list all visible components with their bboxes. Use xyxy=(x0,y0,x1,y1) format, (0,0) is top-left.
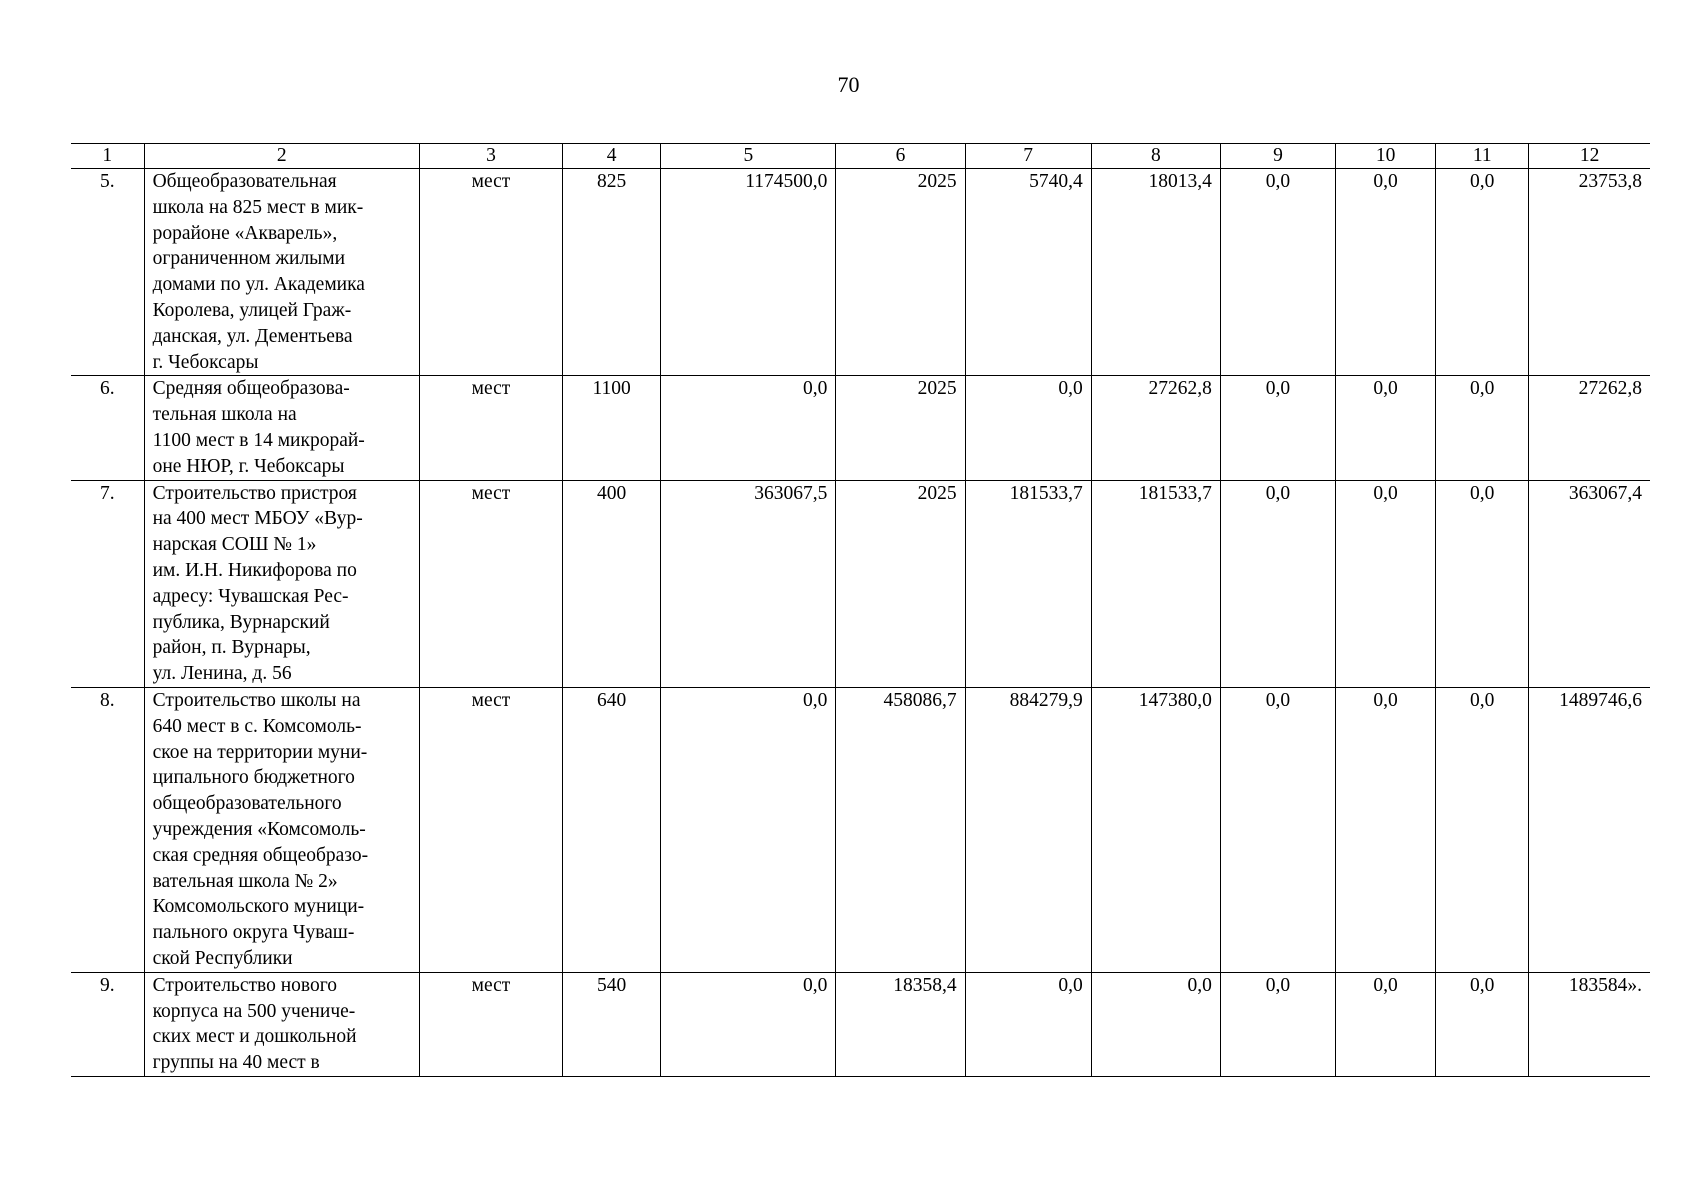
object-name-line: группы на 40 мест в xyxy=(152,1052,320,1074)
table-body xyxy=(71,169,1650,1077)
value-cell-8: 18013,4 xyxy=(1091,169,1220,376)
object-name-line: ская средняя общеобразо- xyxy=(152,844,369,866)
object-name-cell xyxy=(144,687,419,972)
column-header: 4 xyxy=(563,144,661,169)
column-header: 8 xyxy=(1091,144,1220,169)
value-cell-5: 0,0 xyxy=(661,687,836,972)
table-row xyxy=(71,687,1650,972)
value-cell-5: 363067,5 xyxy=(661,480,836,687)
object-name-line: учреждения «Комсомоль- xyxy=(152,818,366,840)
object-name-line: Королева, улицей Граж- xyxy=(152,299,352,321)
total-cell: 1489746,6 xyxy=(1529,687,1650,972)
object-name-line: пального округа Чуваш- xyxy=(152,922,355,944)
object-name-line: Строительство пристроя xyxy=(152,482,357,504)
object-name-cell xyxy=(144,972,419,1076)
value-cell-10: 0,0 xyxy=(1336,169,1436,376)
capacity-cell: 540 xyxy=(563,972,661,1076)
value-cell-5: 1174500,0 xyxy=(661,169,836,376)
unit-cell: мест xyxy=(419,169,562,376)
total-cell: 23753,8 xyxy=(1529,169,1650,376)
value-cell-8: 27262,8 xyxy=(1091,376,1220,480)
capacity-cell: 400 xyxy=(563,480,661,687)
value-cell-9: 0,0 xyxy=(1220,972,1335,1076)
column-header: 12 xyxy=(1529,144,1650,169)
object-name-line: Строительство нового xyxy=(152,974,337,996)
table-row xyxy=(71,480,1650,687)
object-name-line: 640 мест в с. Комсомоль- xyxy=(152,715,362,737)
value-cell-11: 0,0 xyxy=(1436,376,1529,480)
value-cell-7: 0,0 xyxy=(965,376,1091,480)
value-cell-9: 0,0 xyxy=(1220,376,1335,480)
value-cell-9: 0,0 xyxy=(1220,480,1335,687)
table-row xyxy=(71,169,1650,376)
column-header: 7 xyxy=(965,144,1091,169)
capacity-cell: 640 xyxy=(563,687,661,972)
unit-cell: мест xyxy=(419,376,562,480)
value-cell-6: 2025 xyxy=(836,169,965,376)
value-cell-9: 0,0 xyxy=(1220,169,1335,376)
value-cell-7: 884279,9 xyxy=(965,687,1091,972)
value-cell-10: 0,0 xyxy=(1336,972,1436,1076)
value-cell-10: 0,0 xyxy=(1336,376,1436,480)
object-name-line: ул. Ленина, д. 56 xyxy=(152,663,292,685)
value-cell-8: 181533,7 xyxy=(1091,480,1220,687)
object-name-line: домами по ул. Академика xyxy=(152,274,365,296)
unit-cell: мест xyxy=(419,480,562,687)
value-cell-7: 5740,4 xyxy=(965,169,1091,376)
column-header: 6 xyxy=(836,144,965,169)
object-name-cell xyxy=(144,376,419,480)
object-name-line: корпуса на 500 учениче- xyxy=(152,1000,356,1022)
value-cell-5: 0,0 xyxy=(661,376,836,480)
value-cell-5: 0,0 xyxy=(661,972,836,1076)
value-cell-6: 2025 xyxy=(836,480,965,687)
value-cell-6: 2025 xyxy=(836,376,965,480)
capacity-cell: 1100 xyxy=(563,376,661,480)
column-header: 10 xyxy=(1336,144,1436,169)
object-name-line: оне НЮР, г. Чебоксары xyxy=(152,455,345,477)
value-cell-11: 0,0 xyxy=(1436,480,1529,687)
unit-cell: мест xyxy=(419,972,562,1076)
object-name-line: школа на 825 мест в мик- xyxy=(152,196,364,218)
object-name-line: 1100 мест в 14 микрорай- xyxy=(152,429,365,451)
object-name-line: общеобразовательного xyxy=(152,793,342,815)
row-number-cell: 8. xyxy=(71,687,144,972)
column-header: 3 xyxy=(419,144,562,169)
object-name-line: на 400 мест МБОУ «Вур- xyxy=(152,508,363,530)
object-name-line: вательная школа № 2» xyxy=(152,870,338,892)
object-name-line: нарская СОШ № 1» xyxy=(152,534,317,556)
row-number-cell: 6. xyxy=(71,376,144,480)
value-cell-9: 0,0 xyxy=(1220,687,1335,972)
object-name-line: ское на территории муни- xyxy=(152,741,368,763)
object-name-line: публика, Вурнарский xyxy=(152,611,330,633)
value-cell-6: 458086,7 xyxy=(836,687,965,972)
object-name-line: Комсомольского муници- xyxy=(152,896,365,918)
object-name-line: им. И.Н. Никифорова по xyxy=(152,559,357,581)
row-number-cell: 5. xyxy=(71,169,144,376)
object-name-line: адресу: Чувашская Рес- xyxy=(152,585,349,607)
row-number-cell: 9. xyxy=(71,972,144,1076)
total-cell: 27262,8 xyxy=(1529,376,1650,480)
value-cell-11: 0,0 xyxy=(1436,169,1529,376)
object-name-line: ской Республики xyxy=(152,947,293,969)
value-cell-11: 0,0 xyxy=(1436,687,1529,972)
header-row xyxy=(71,144,1650,169)
object-name-line: рорайоне «Акварель», xyxy=(152,222,338,244)
object-name-line: Средняя общеобразова- xyxy=(152,378,350,400)
value-cell-10: 0,0 xyxy=(1336,480,1436,687)
value-cell-7: 181533,7 xyxy=(965,480,1091,687)
column-header: 5 xyxy=(661,144,836,169)
capacity-cell: 825 xyxy=(563,169,661,376)
page-number: 70 xyxy=(837,72,860,97)
value-cell-10: 0,0 xyxy=(1336,687,1436,972)
object-name-line: данская, ул. Дементьева xyxy=(152,325,353,347)
column-header: 9 xyxy=(1220,144,1335,169)
column-header: 2 xyxy=(144,144,419,169)
column-header: 11 xyxy=(1436,144,1529,169)
column-header: 1 xyxy=(71,144,144,169)
object-name-cell xyxy=(144,169,419,376)
value-cell-11: 0,0 xyxy=(1436,972,1529,1076)
unit-cell: мест xyxy=(419,687,562,972)
object-name-line: ограниченном жилыми xyxy=(152,248,346,270)
object-name-line: тельная школа на xyxy=(152,404,297,426)
object-name-line: г. Чебоксары xyxy=(152,351,259,373)
value-cell-6: 18358,4 xyxy=(836,972,965,1076)
total-cell: 363067,4 xyxy=(1529,480,1650,687)
object-name-line: Строительство школы на xyxy=(152,689,361,711)
object-name-cell xyxy=(144,480,419,687)
object-name-line: район, п. Вурнары, xyxy=(152,637,311,659)
value-cell-8: 0,0 xyxy=(1091,972,1220,1076)
table-row xyxy=(71,972,1650,1076)
value-cell-8: 147380,0 xyxy=(1091,687,1220,972)
budget-table xyxy=(71,143,1650,1077)
total-cell: 183584». xyxy=(1529,972,1650,1076)
value-cell-7: 0,0 xyxy=(965,972,1091,1076)
object-name-line: ципального бюджетного xyxy=(152,767,355,789)
row-number-cell: 7. xyxy=(71,480,144,687)
object-name-line: Общеобразовательная xyxy=(152,171,337,192)
table-row xyxy=(71,376,1650,480)
object-name-line: ских мест и дошкольной xyxy=(152,1026,357,1048)
